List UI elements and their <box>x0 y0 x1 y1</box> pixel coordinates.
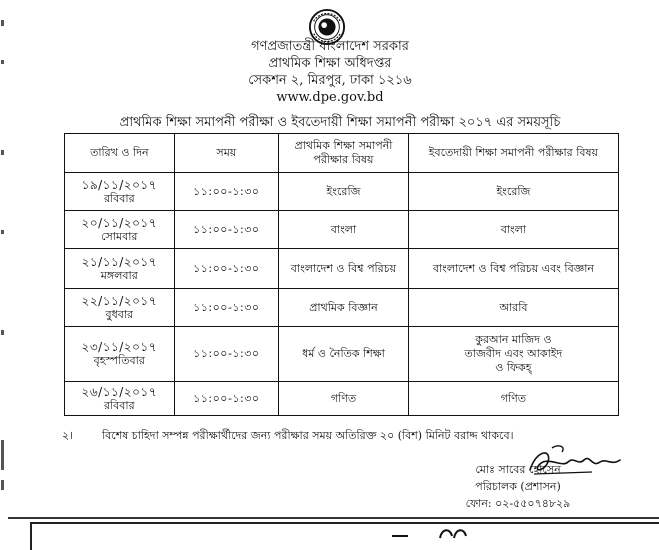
col-header-time: সময় <box>174 134 279 173</box>
time-cell: ১১:০০-১:৩০ <box>174 249 279 289</box>
table-row <box>65 249 619 289</box>
primary-subject-cell: ইংরেজি <box>279 173 409 211</box>
primary-subject-cell: প্রাথমিক বিজ্ঞান <box>279 289 409 327</box>
table-header-row <box>65 134 619 173</box>
page-title: প্রাথমিক শিক্ষা সমাপনী পরীক্ষা ও ইবতেদায়ী শিক্ষা সমাপনী পরীক্ষা ২০১৭ এর সময়সূচি <box>119 115 561 130</box>
table-row <box>65 289 619 327</box>
col-header-primary-subject: প্রাথমিক শিক্ষা সমাপনী পরীক্ষার বিষয় <box>279 134 409 173</box>
table-row <box>65 327 619 382</box>
ebtedayee-subject-cell: বাংলা <box>408 211 618 249</box>
date-cell: ২০/১১/২০১৭ সোমবার <box>65 211 175 249</box>
office-address: সেকশন ২, মিরপুর, ঢাকা ১২১৬ <box>248 73 412 88</box>
scan-edge-marks <box>0 0 8 540</box>
table-row <box>65 382 619 416</box>
table-row <box>65 211 619 249</box>
officer-name: মোঃ সাবের হোসেন <box>475 463 561 476</box>
primary-subject-cell: ধর্ম ও নৈতিক শিক্ষা <box>279 327 409 382</box>
date-cell: ২১/১১/২০১৭ মঙ্গলবার <box>65 249 175 289</box>
table-row <box>65 173 619 211</box>
ebtedayee-subject-cell: গণিত <box>408 382 618 416</box>
govt-name: গণপ্রজাতন্ত্রী বাংলাদেশ সরকার <box>251 39 409 54</box>
next-page-border <box>30 522 659 550</box>
ebtedayee-subject-cell: ইংরেজি <box>408 173 618 211</box>
primary-subject-cell: বাংলাদেশ ও বিশ্ব পরিচয় <box>279 249 409 289</box>
cut-off-text-fragment <box>390 526 470 540</box>
ebtedayee-subject-cell: আরবি <box>408 289 618 327</box>
page-divider <box>8 517 659 519</box>
col-header-ebtedayee-subject: ইবতেদায়ী শিক্ষা সমাপনী পরীক্ষার বিষয় <box>408 134 618 173</box>
primary-subject-cell: বাংলা <box>279 211 409 249</box>
time-cell: ১১:০০-১:৩০ <box>174 289 279 327</box>
officer-phone: ফোন: ০২-৫৫০৭৪৮২৯ <box>465 497 571 510</box>
date-cell: ২৬/১১/২০১৭ রবিবার <box>65 382 175 416</box>
date-cell: ২২/১১/২০১৭ বুধবার <box>65 289 175 327</box>
time-cell: ১১:০০-১:৩০ <box>174 382 279 416</box>
date-cell: ২৩/১১/২০১৭ বৃহস্পতিবার <box>65 327 175 382</box>
date-cell: ১৯/১১/২০১৭ রবিবার <box>65 173 175 211</box>
website-link[interactable]: www.dpe.gov.bd <box>276 90 384 105</box>
time-cell: ১১:০০-১:৩০ <box>174 173 279 211</box>
office-header <box>150 38 510 106</box>
ebtedayee-subject-cell: কুরআন মাজিদ ও তাজবীদ এবং আকাইদ ও ফিকহ্ <box>408 327 618 382</box>
note-number: ২। <box>62 429 74 442</box>
time-cell: ১১:০০-১:৩০ <box>174 211 279 249</box>
note-text: বিশেষ চাহিদা সম্পন্ন পরীক্ষার্থীদের জন্য পরীক্ষার সময় অতিরিক্ত ২০ (বিশ) মিনিট বরাদ্দ থাকবে। <box>102 429 514 442</box>
officer-designation: পরিচালক (প্রশাসন) <box>475 480 561 493</box>
ebtedayee-subject-cell: বাংলাদেশ ও বিশ্ব পরিচয় এবং বিজ্ঞান <box>408 249 618 289</box>
exam-schedule-table <box>64 133 619 416</box>
department-name: প্রাথমিক শিক্ষা অধিদপ্তর <box>268 56 392 71</box>
signing-officer-block <box>453 461 583 512</box>
col-header-date: তারিখ ও দিন <box>65 134 175 173</box>
primary-subject-cell: গণিত <box>279 382 409 416</box>
time-cell: ১১:০০-১:৩০ <box>174 327 279 382</box>
